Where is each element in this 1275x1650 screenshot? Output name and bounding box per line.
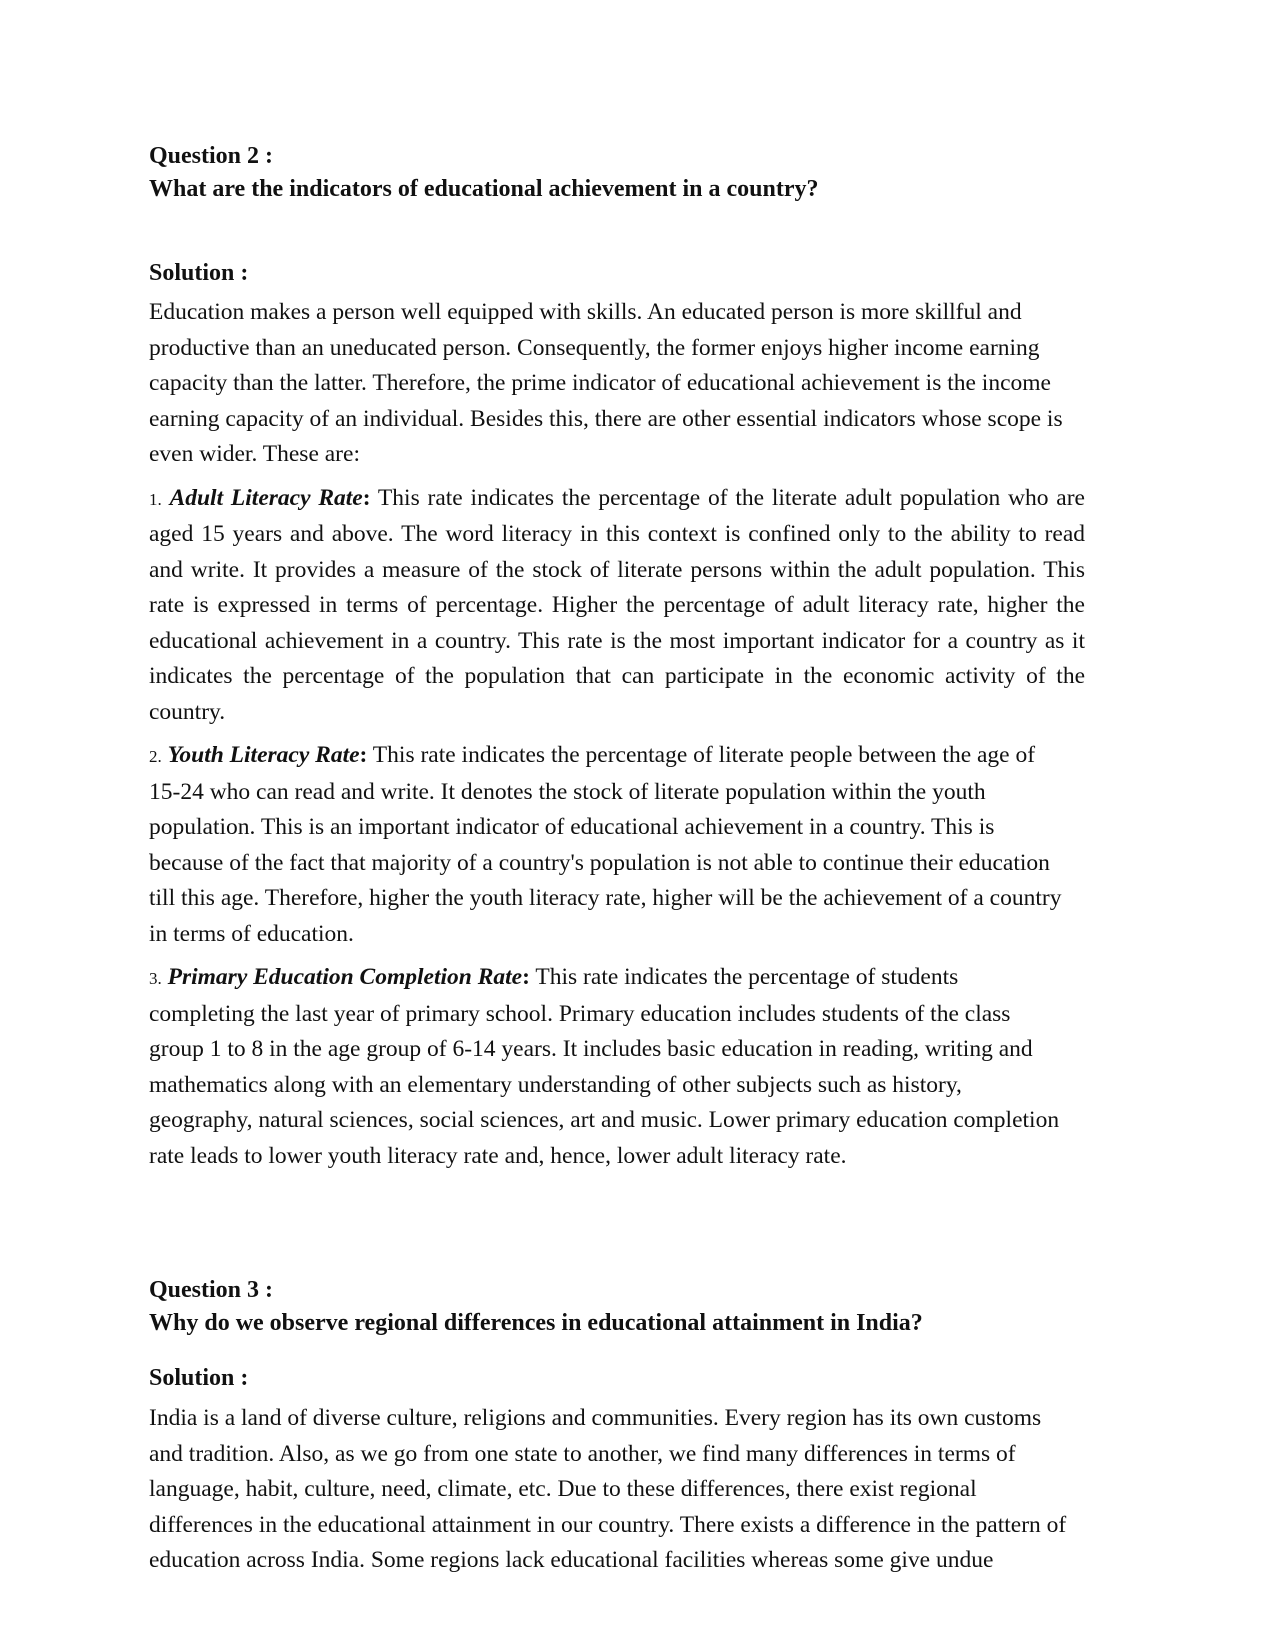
item-text: This rate indicates the percentage of literate people between the age of 15-24 who can read and write. It denotes the stock of literate population within the youth population. This is an important indicator of educational achievement in a country. This is because of the fact that majority of a country's population is not able to continue their education till this age. Therefore, higher the youth literacy rate, higher will be the achievement of a country in terms of education. <box>149 742 1062 947</box>
solution-2-label: Solution : <box>149 260 249 286</box>
solution-2-intro: Education makes a person well equipped with skills. An educated person is more skillful and productive than an uneducated person. Consequently, the former enjoys higher income earning capacity than the latter. Therefore, the prime indicator of educational achievement is the income earning capacity of an individual. Besides this, there are other essential indicators whose scope is even wider. These are: <box>149 299 1063 467</box>
item-term: Adult Literacy Rate <box>169 484 363 511</box>
question-2-label: Question 2 : <box>149 143 274 169</box>
indicator-item: 1. Adult Literacy Rate: This rate indicates the percentage of the literate adult population who are aged 15 years and above. The word literacy in this context is confined only to the ability to read and write. It provides a measure of the stock of literate persons within the adult population. This rate is expressed in terms of percentage. Higher the percentage of adult literacy rate, higher the educational achievement in a country. This rate is the most important indicator for a country as it indicates the percentage of the population that can participate in the economic activity of the country. <box>149 484 1085 725</box>
document-page <box>149 140 1129 1579</box>
solution-3-label: Solution : <box>149 1365 249 1391</box>
question-3-text: Why do we observe regional differences in educational attainment in India? <box>149 1310 923 1336</box>
solution-3-intro: India is a land of diverse culture, religions and communities. Every region has its own customs and tradition. Also, as we go from one state to another, we find many differences in terms of language, habit, culture, need, climate, etc. Due to these differences, there exist regional differences in the educational attainment in our country. There exists a difference in the pattern of education across India. Some regions lack educational facilities whereas some give undue <box>149 1405 1067 1573</box>
item-text: This rate indicates the percentage of the literate adult population who are aged 15 years and above. The word literacy in this context is confined only to the ability to read and write. It provides a measure of the stock of literate persons within the adult population. This rate is expressed in terms of percentage. Higher the percentage of adult literacy rate, higher the educational achievement in a country. This rate is the most important indicator for a country as it indicates the percentage of the population that can participate in the economic activity of the country. <box>149 484 1085 725</box>
item-term: Youth Literacy Rate <box>167 742 360 768</box>
item-number: 3. <box>149 969 162 988</box>
indicator-item: 3. Primary Education Completion Rate: This rate indicates the percentage of students completing the last year of primary school. Primary education includes students of the class group 1 to 8 in the age group of 6-14 years. It includes basic education in reading, writing and mathematics along with an elementary understanding of other subjects such as history, geography, natural sciences, social sciences, art and music. Lower primary education completion rate leads to lower youth literacy rate and, hence, lower adult literacy rate. <box>149 964 1060 1169</box>
question-3-label: Question 3 : <box>149 1277 274 1303</box>
item-number: 1. <box>149 489 162 509</box>
item-term: Primary Education Completion Rate <box>167 964 523 990</box>
indicator-item: 2. Youth Literacy Rate: This rate indicates the percentage of literate people between the age of 15-24 who can read and write. It denotes the stock of literate population within the youth population. This is an important indicator of educational achievement in a country. This is because of the fact that majority of a country's population is not able to continue their education till this age. Therefore, higher the youth literacy rate, higher will be the achievement of a country in terms of education. <box>149 742 1062 947</box>
question-2-text: What are the indicators of educational achievement in a country? <box>149 176 819 202</box>
item-text: This rate indicates the percentage of students completing the last year of primary school. Primary education includes students of the class group 1 to 8 in the age group of 6-14 years. It includes basic education in reading, writing and mathematics along with an elementary understanding of other subjects such as history, geography, natural sciences, social sciences, art and music. Lower primary education completion rate leads to lower youth literacy rate and, hence, lower adult literacy rate. <box>149 964 1060 1169</box>
item-number: 2. <box>149 747 162 766</box>
